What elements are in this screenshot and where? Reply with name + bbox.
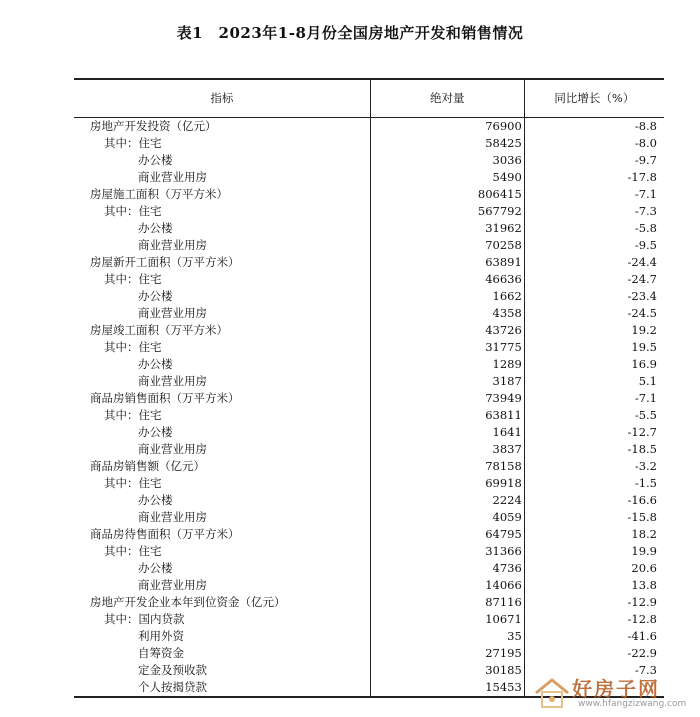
row-absolute-value: 4358 [370, 305, 524, 322]
row-absolute-value: 1662 [370, 288, 524, 305]
row-yoy-value: 19.5 [631, 339, 657, 354]
table-row [74, 390, 664, 407]
row-label: 办公楼 [74, 424, 370, 441]
row-absolute-value: 1289 [370, 356, 524, 373]
row-absolute-value: 70258 [370, 237, 524, 254]
page-title: 表1 2023年1-8月份全国房地产开发和销售情况 [176, 24, 524, 42]
table-row [74, 322, 664, 339]
row-label: 商品房销售额（亿元） [74, 458, 370, 475]
row-yoy-value: -17.8 [627, 169, 657, 184]
row-absolute-value: 15453 [370, 679, 524, 697]
row-absolute-value: 567792 [370, 203, 524, 220]
row-yoy-value: -7.1 [634, 186, 657, 201]
table-row [74, 628, 664, 645]
row-absolute-value: 27195 [370, 645, 524, 662]
table-row [74, 169, 664, 186]
table-row [74, 186, 664, 203]
row-yoy-value: 5.1 [638, 373, 657, 388]
row-yoy-value: -12.8 [627, 611, 657, 626]
table-row [74, 254, 664, 271]
row-absolute-value: 31775 [370, 339, 524, 356]
row-absolute-value: 64795 [370, 526, 524, 543]
table-row [74, 475, 664, 492]
row-absolute-value: 78158 [370, 458, 524, 475]
row-absolute-value: 5490 [370, 169, 524, 186]
table-row [74, 271, 664, 288]
header-absolute: 绝对量 [370, 79, 524, 117]
header-yoy: 同比增长（%） [524, 79, 664, 117]
row-absolute-value: 14066 [370, 577, 524, 594]
watermark-url: www.hfangzizwang.com [578, 699, 687, 709]
table-row [74, 356, 664, 373]
row-absolute-value: 76900 [370, 117, 524, 135]
row-absolute-value: 806415 [370, 186, 524, 203]
row-absolute-value: 10671 [370, 611, 524, 628]
table-row [74, 203, 664, 220]
row-label: 其中：住宅 [74, 543, 370, 560]
row-label: 商业营业用房 [74, 509, 370, 526]
row-yoy-value: -24.7 [627, 271, 657, 286]
row-label: 商品房销售面积（万平方米） [74, 390, 370, 407]
row-label: 其中：住宅 [74, 407, 370, 424]
watermark [532, 671, 692, 715]
watermark-text: 好房子网 [572, 677, 660, 701]
row-absolute-value: 63891 [370, 254, 524, 271]
row-yoy-value: -16.6 [627, 492, 657, 507]
row-yoy-value: -1.5 [634, 475, 657, 490]
table-row [74, 543, 664, 560]
row-absolute-value: 3187 [370, 373, 524, 390]
table-row [74, 492, 664, 509]
row-absolute-value: 73949 [370, 390, 524, 407]
row-label: 办公楼 [74, 560, 370, 577]
row-label: 个人按揭贷款 [74, 679, 370, 697]
row-absolute-value: 3837 [370, 441, 524, 458]
row-yoy-value: -18.5 [627, 441, 657, 456]
row-yoy-value: -9.5 [634, 237, 657, 252]
row-yoy-value: -9.7 [634, 152, 657, 167]
row-yoy-value: -24.4 [627, 254, 657, 269]
table-row [74, 645, 664, 662]
row-yoy-value: -7.3 [634, 203, 657, 218]
house-logo-icon [532, 675, 572, 711]
row-absolute-value: 30185 [370, 662, 524, 679]
row-yoy-value: -24.5 [627, 305, 657, 320]
row-label: 商业营业用房 [74, 169, 370, 186]
row-label: 办公楼 [74, 152, 370, 169]
row-label: 房屋施工面积（万平方米） [74, 186, 370, 203]
row-absolute-value: 31366 [370, 543, 524, 560]
table-row [74, 135, 664, 152]
row-label: 商业营业用房 [74, 577, 370, 594]
table-row [74, 407, 664, 424]
row-label: 房地产开发企业本年到位资金（亿元） [74, 594, 370, 611]
row-absolute-value: 69918 [370, 475, 524, 492]
row-yoy-value: -12.7 [627, 424, 657, 439]
row-label: 利用外资 [74, 628, 370, 645]
row-label: 办公楼 [74, 356, 370, 373]
row-label: 其中：国内贷款 [74, 611, 370, 628]
row-label: 其中：住宅 [74, 271, 370, 288]
table-row [74, 526, 664, 543]
table-row [74, 424, 664, 441]
table-row [74, 117, 664, 135]
row-yoy-value: -7.1 [634, 390, 657, 405]
table-row [74, 237, 664, 254]
row-label: 房屋新开工面积（万平方米） [74, 254, 370, 271]
table-row [74, 594, 664, 611]
row-yoy-value: -22.9 [627, 645, 657, 660]
row-label: 商业营业用房 [74, 441, 370, 458]
row-label: 商业营业用房 [74, 237, 370, 254]
row-label: 定金及预收款 [74, 662, 370, 679]
row-label: 房屋竣工面积（万平方米） [74, 322, 370, 339]
row-yoy-value: 16.9 [631, 356, 657, 371]
row-yoy-value: 19.2 [631, 322, 657, 337]
row-absolute-value: 1641 [370, 424, 524, 441]
row-yoy-value: 13.8 [631, 577, 657, 592]
data-table [74, 78, 664, 698]
row-yoy-value: -12.9 [627, 594, 657, 609]
table-row [74, 509, 664, 526]
row-yoy-value: -8.0 [634, 135, 657, 150]
row-label: 自筹资金 [74, 645, 370, 662]
row-yoy-value: -3.2 [634, 458, 657, 473]
row-yoy-value: -5.5 [634, 407, 657, 422]
table-row [74, 339, 664, 356]
row-yoy-value: 18.2 [631, 526, 657, 541]
table-row [74, 305, 664, 322]
row-label: 其中：住宅 [74, 203, 370, 220]
data-table-container [74, 78, 664, 698]
row-absolute-value: 46636 [370, 271, 524, 288]
row-absolute-value: 2224 [370, 492, 524, 509]
row-label: 办公楼 [74, 288, 370, 305]
table-row [74, 288, 664, 305]
table-body [74, 117, 664, 697]
row-absolute-value: 4736 [370, 560, 524, 577]
row-absolute-value: 31962 [370, 220, 524, 237]
table-row [74, 611, 664, 628]
table-row [74, 152, 664, 169]
row-label: 办公楼 [74, 220, 370, 237]
row-yoy-value: 20.6 [631, 560, 657, 575]
row-absolute-value: 63811 [370, 407, 524, 424]
table-row [74, 373, 664, 390]
table-row [74, 458, 664, 475]
row-yoy-value: -7.3 [634, 662, 657, 677]
header-indicator: 指标 [74, 79, 370, 117]
row-yoy-value: -15.8 [627, 509, 657, 524]
row-yoy-value: -8.8 [634, 118, 657, 133]
row-label: 办公楼 [74, 492, 370, 509]
row-label: 其中：住宅 [74, 135, 370, 152]
row-yoy-value: -23.4 [627, 288, 657, 303]
row-label: 商业营业用房 [74, 373, 370, 390]
row-yoy-value: 19.9 [631, 543, 657, 558]
table-row [74, 577, 664, 594]
row-absolute-value: 3036 [370, 152, 524, 169]
row-label: 房地产开发投资（亿元） [74, 117, 370, 135]
row-label: 商业营业用房 [74, 305, 370, 322]
row-label: 商品房待售面积（万平方米） [74, 526, 370, 543]
table-header-row [74, 79, 664, 117]
row-absolute-value: 87116 [370, 594, 524, 611]
row-yoy-value: -5.8 [634, 220, 657, 235]
row-label: 其中：住宅 [74, 475, 370, 492]
row-absolute-value: 43726 [370, 322, 524, 339]
table-row [74, 441, 664, 458]
row-label: 其中：住宅 [74, 339, 370, 356]
row-absolute-value: 58425 [370, 135, 524, 152]
row-absolute-value: 4059 [370, 509, 524, 526]
table-row [74, 220, 664, 237]
row-yoy-value: -41.6 [627, 628, 657, 643]
row-absolute-value: 35 [370, 628, 524, 645]
table-row [74, 560, 664, 577]
